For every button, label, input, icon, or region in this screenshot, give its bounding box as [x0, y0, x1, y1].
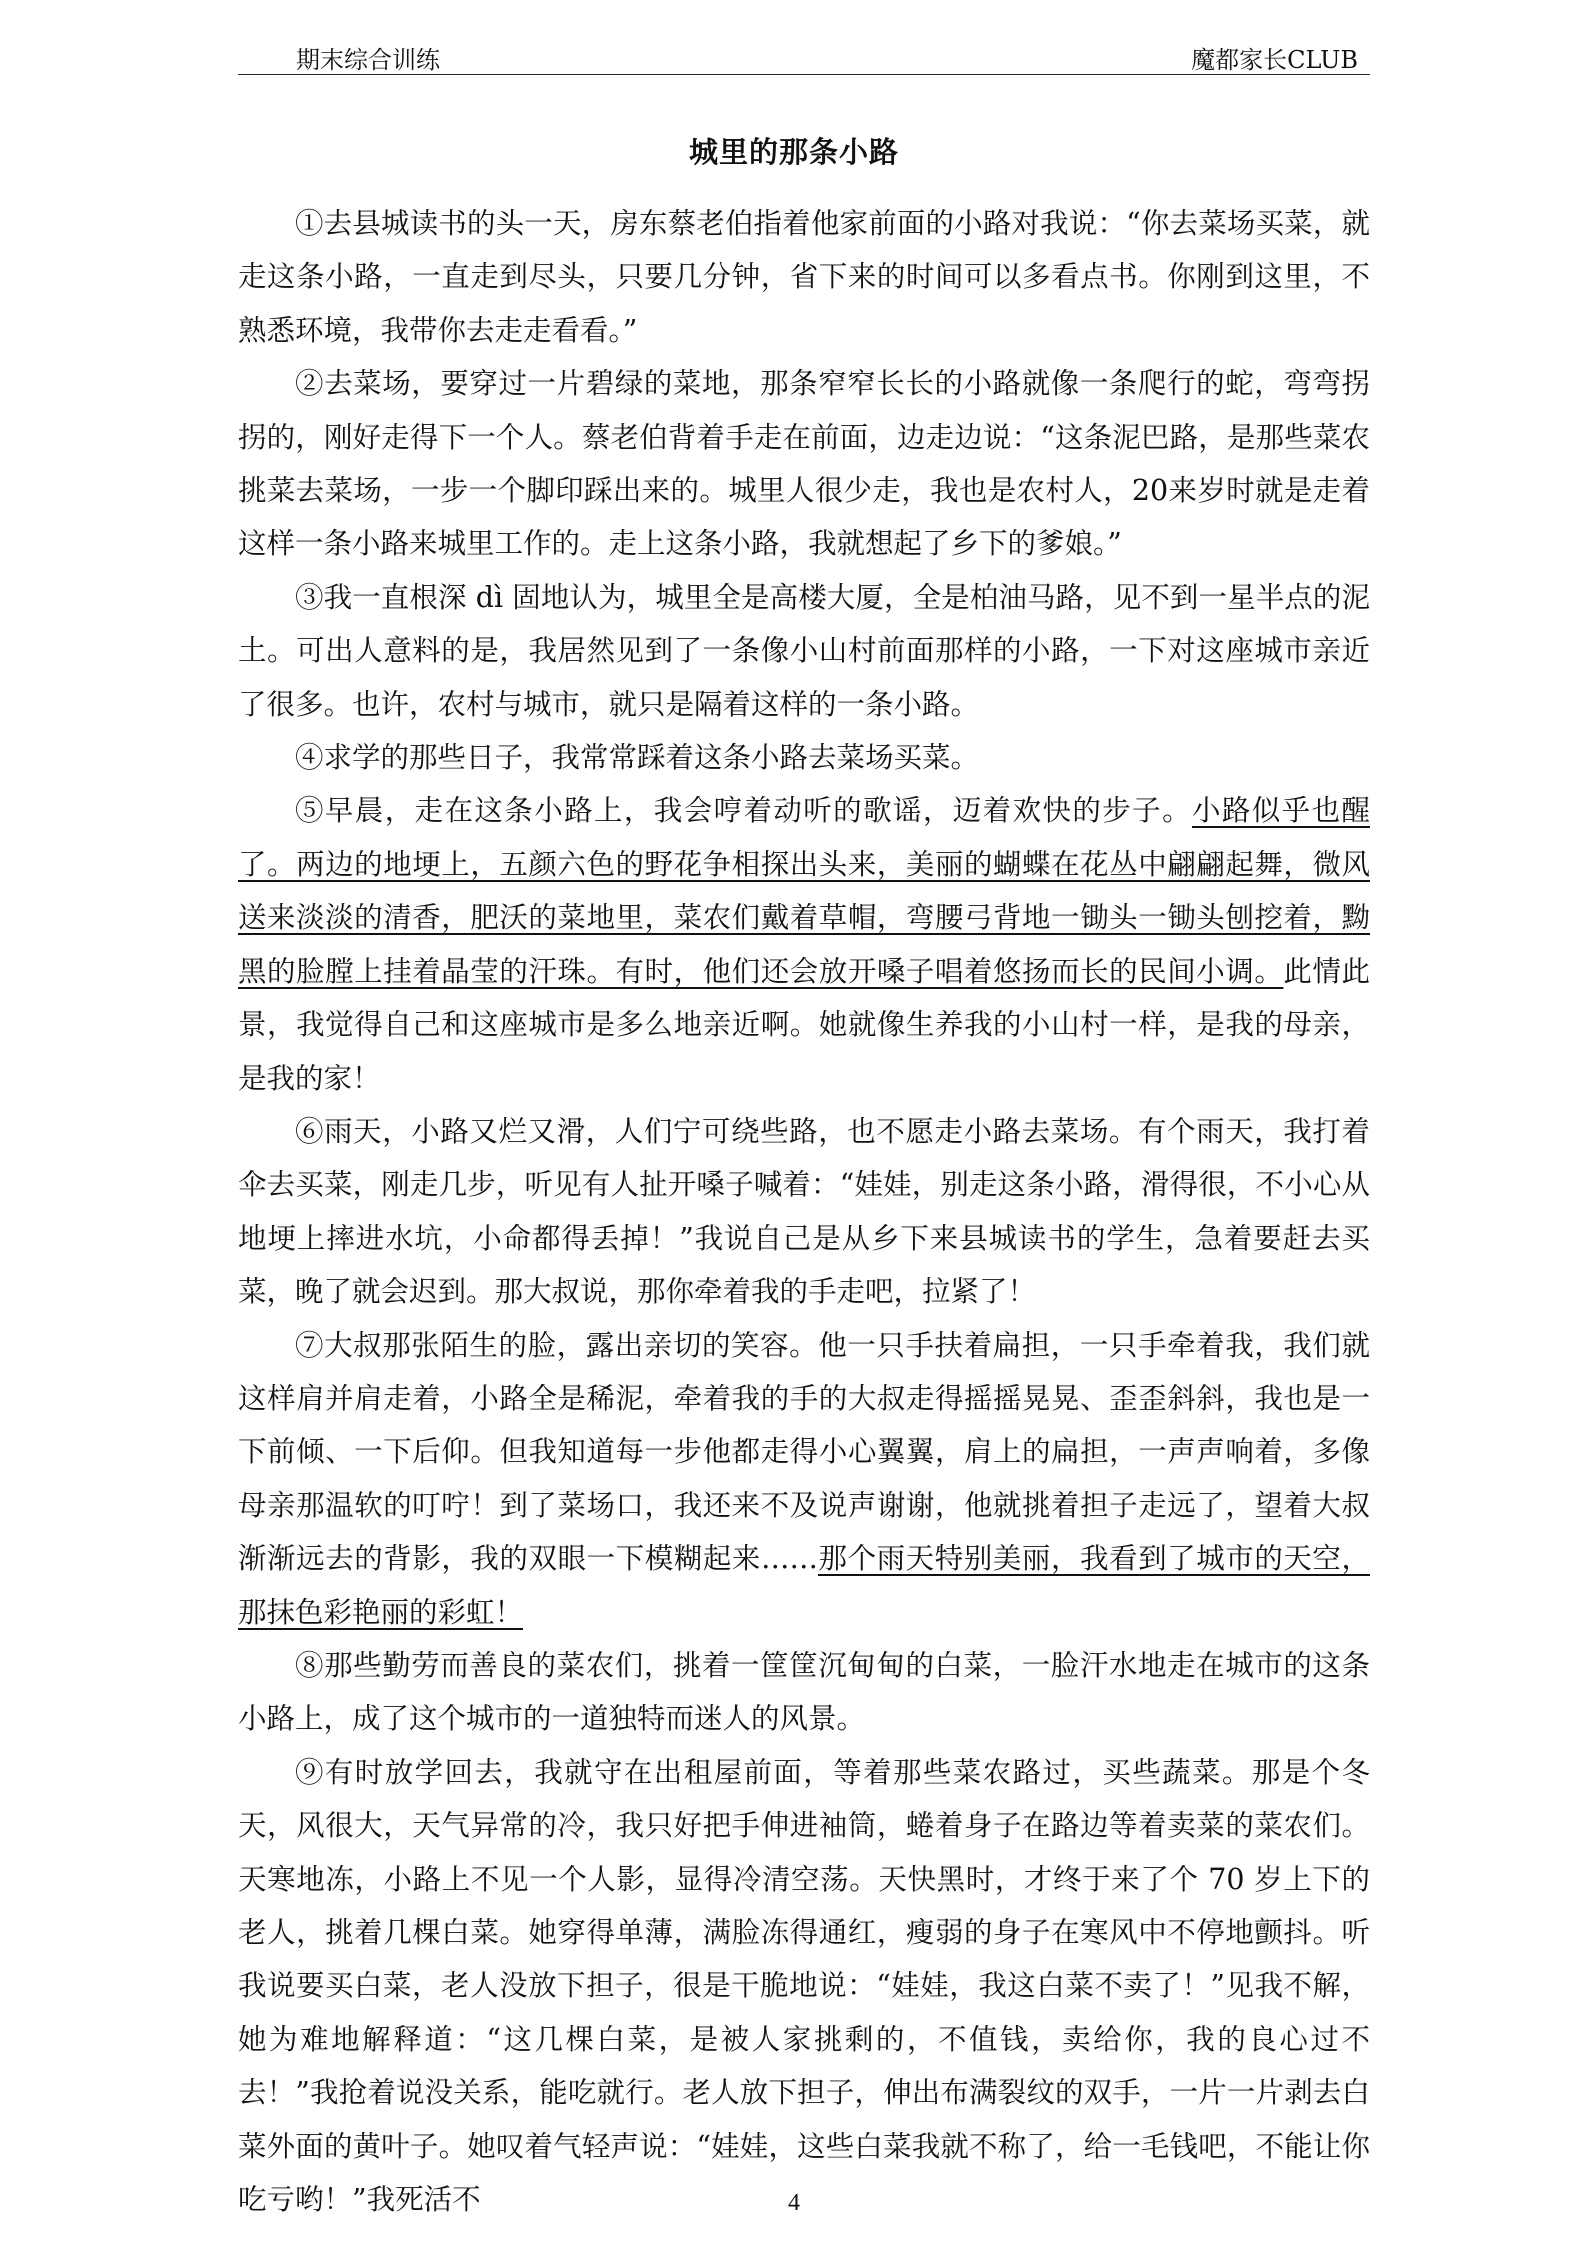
paragraph-7-main: ⑦大叔那张陌生的脸，露出亲切的笑容。他一只手扶着扁担，一只手牵着我，我们就这样肩并肩走着，小路全是稀泥，牵着我的手的大叔走得摇摇晃晃、歪歪斜斜，我也是一下前倾、一下后仰。但我知道每一步他都走得小心翼翼，肩上的扁担，一声声响着，多像母亲那温软的叮咛！到了菜场口，我还来不及说声谢谢，他就挑着担子走远了，望着大叔渐渐远去的背影，我的双眼一下模糊起来……	[238, 1328, 1370, 1576]
article-title: 城里的那条小路	[688, 135, 899, 169]
paragraph-9: ⑨有时放学回去，我就守在出租屋前面，等着那些菜农路过，买些蔬菜。那是个冬天，风很大，天气异常的冷，我只好把手伸进袖筒，蜷着身子在路边等着卖菜的菜农们。天寒地冻，小路上不见一个人影，显得冷清空荡。天快黑时，才终于来了个 70 岁上下的老人，挑着几棵白菜。她穿得单薄，满脸冻得通红，瘦弱的身子在寒风中不停地颤抖。听我说要买白菜，老人没放下担子，很是干脆地说：“娃娃，我这白菜不卖了！”见我不解，她为难地解释道：“这几棵白菜，是被人家挑剩的，不值钱，卖给你，我的良心过不去！”我抢着说没关系，能吃就行。老人放下担子，伸出布满裂纹的双手，一片一片剥去白菜外面的黄叶子。她叹着气轻声说：“娃娃，这些白菜我就不称了，给一毛钱吧，不能让你吃亏哟！”我死活不	[238, 1755, 1370, 2217]
page-number: 4	[788, 2190, 800, 2216]
paragraph-1: ①去县城读书的头一天，房东蔡老伯指着他家前面的小路对我说：“你去菜场买菜，就走这条小路，一直走到尽头，只要几分钟，省下来的时间可以多看点书。你刚到这里，不熟悉环境，我带你去走走看看。”	[238, 207, 1370, 347]
article-body	[238, 197, 1370, 2226]
paragraph-3: ③我一直根深 dì 固地认为，城里全是高楼大厦，全是柏油马路，见不到一星半点的泥土。可出人意料的是，我居然见到了一条像小山村前面那样的小路，一下对这座城市亲近了很多。也许，农村与城市，就只是隔着这样的一条小路。	[238, 580, 1370, 721]
paragraph-2: ②去菜场，要穿过一片碧绿的菜地，那条窄窄长长的小路就像一条爬行的蛇，弯弯拐拐的，刚好走得下一个人。蔡老伯背着手走在前面，边走边说：“这条泥巴路，是那些菜农挑菜去菜场，一步一个脚印踩出来的。城里人很少走，我也是农村人，20来岁时就是走着这样一条小路来城里工作的。走上这条小路，我就想起了乡下的爹娘。”	[238, 367, 1370, 561]
paragraph-4: ④求学的那些日子，我常常踩着这条小路去菜场买菜。	[295, 741, 980, 775]
header-right-text: 魔都家长CLUB	[1191, 46, 1358, 74]
paragraph-7	[238, 1319, 1370, 1639]
paragraph-5-intro: ⑤早晨，走在这条小路上，我会哼着动听的歌谣，迈着欢快的步子。	[295, 794, 1192, 828]
paragraph-7-underlined: 那个雨天特别美丽，我看到了城市的天空，那抹色彩艳丽的彩虹！	[238, 1542, 1370, 1629]
paragraph-5	[238, 784, 1370, 1104]
paragraph-5-ending: 此情此景，我觉得自己和这座城市是多么地亲近啊。她就像生养我的小山村一样，是我的母亲，是我的家！	[238, 954, 1370, 1095]
paragraph-8: ⑧那些勤劳而善良的菜农们，挑着一筐筐沉甸甸的白菜，一脸汗水地走在城市的这条小路上，成了这个城市的一道独特而迷人的风景。	[238, 1648, 1370, 1736]
paragraph-6: ⑥雨天，小路又烂又滑，人们宁可绕些路，也不愿走小路去菜场。有个雨天，我打着伞去买菜，刚走几步，听见有人扯开嗓子喊着：“娃娃，别走这条小路，滑得很，不小心从地埂上摔进水坑，小命都得丢掉！”我说自己是从乡下来县城读书的学生，急着要赶去买菜，晚了就会迟到。那大叔说，那你牵着我的手走吧，拉紧了！	[238, 1114, 1370, 1309]
header-left-text: 期末综合训练	[296, 46, 440, 74]
page-header	[238, 34, 1370, 75]
paragraph-5-underlined: 小路似乎也醒了。两边的地埂上，五颜六色的野花争相探出头来，美丽的蝴蝶在花丛中翩翩起舞，微风送来淡淡的清香，肥沃的菜地里，菜农们戴着草帽，弯腰弓背地一锄头一锄头刨挖着，黝黑的脸膛上挂着晶莹的汗珠。有时，他们还会放开嗓子唱着悠扬而长的民间小调。	[238, 794, 1370, 988]
